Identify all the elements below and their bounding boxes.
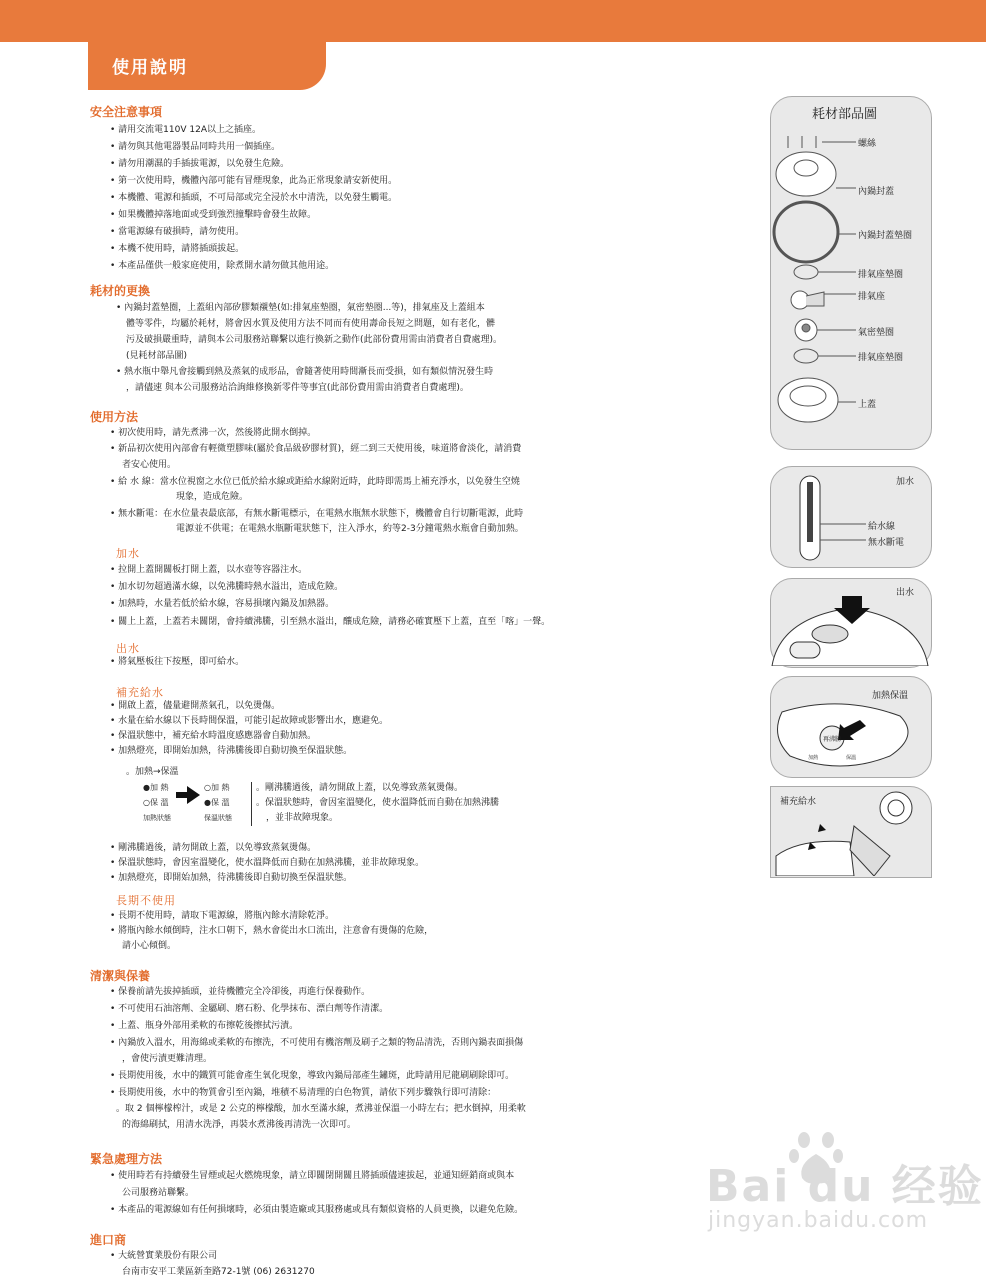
pump-top-illustration bbox=[770, 578, 930, 666]
parts-illustration bbox=[770, 96, 930, 448]
subsection-title-add-water: 加水 bbox=[116, 547, 140, 560]
heat-label: ●加 熱 bbox=[143, 783, 169, 792]
dispense-line: • 將氣壓板往下按壓，即可給水。 bbox=[110, 657, 245, 667]
warm-label: ●保 溫 bbox=[204, 798, 230, 807]
warm-indicator-label: 保溫 bbox=[846, 755, 857, 761]
part-label: 上蓋 bbox=[858, 400, 877, 410]
divider bbox=[251, 782, 252, 826]
heat-label: ○加 熱 bbox=[204, 783, 230, 792]
parts-line: 污及破損嚴重時，請與本公司服務站聯繫以進行換新之動作(此部份費用需由消費者自費處理)。 bbox=[126, 335, 503, 345]
usage-line: • 新品初次使用內部會有輕微塑膠味(屬於食品級矽膠材質)，經二到三天使用後，味道將會淡化，請消費 bbox=[110, 444, 522, 454]
parts-line: • 熱水瓶中舉凡會接觸到熱及蒸氣的成形品，會隨著使用時間漸長而受損，如有類似情況發生時 bbox=[116, 367, 494, 377]
cleaning-line: 。取 2 個檸檬榨汁，或是 2 公克的檸檬酸，加水至滿水線，煮沸並保溫一小時左右；把水倒掉，用柔軟 bbox=[116, 1104, 526, 1114]
usage-line: 電源並不供電；在電熱水瓶斷電狀態下，注入淨水，約等2-3分鐘電熱水瓶會自動加熱。 bbox=[176, 524, 524, 534]
emergency-line: • 本產品的電源線如有任何損壞時，必須由製造廠或其服務處或具有類似資格的人員更換，以避免危險。 bbox=[110, 1205, 524, 1215]
subsection-title-long-unused: 長期不使用 bbox=[116, 894, 176, 907]
subsection-title-refill: 補充給水 bbox=[116, 686, 164, 699]
usage-line: • 初次使用時，請先煮沸一次，然後將此開水倒掉。 bbox=[110, 428, 317, 438]
add-water-line: • 關上上蓋，上蓋若未關閉，會持續沸騰，引至熱水溢出，釀成危險，請務必確實壓下上蓋，直至「喀」一聲。 bbox=[110, 617, 551, 627]
importer-line: • 大統營實業股份有限公司 bbox=[110, 1251, 218, 1261]
section-title-usage: 使用方法 bbox=[90, 410, 139, 424]
cleaning-line: ，會使污漬更難清理。 bbox=[122, 1054, 213, 1064]
arrow-right-icon bbox=[176, 786, 200, 804]
cleaning-line: 的海綿刷拭，用清水洗淨，再裝水煮沸後再清洗一次即可。 bbox=[122, 1120, 357, 1130]
emergency-line: • 使用時若有持續發生冒煙或起火燃燒現象，請立即關閉開關且將插頭儘速拔起，並通知經銷商或與本 bbox=[110, 1171, 515, 1181]
refill-line: • 保溫狀態中，補充給水時溫度感應器會自動加熱。 bbox=[110, 731, 317, 741]
part-label: 排氣座 bbox=[858, 292, 886, 302]
reboil-button: 再沸騰 bbox=[823, 736, 842, 743]
long-unused-line: 請小心傾倒。 bbox=[122, 941, 177, 951]
add-water-panel-title: 加水 bbox=[896, 477, 915, 487]
refill-line: • 加熱燈亮，即開始加熱，待沸騰後即自動切換至保溫狀態。 bbox=[110, 746, 353, 756]
subsection-title-dispense: 出水 bbox=[116, 642, 140, 655]
safety-item: • 本機不使用時，請將插頭拔起。 bbox=[110, 244, 245, 254]
refill-illustration bbox=[770, 786, 930, 876]
heat-note: 。剛沸騰過後，請勿開啟上蓋，以免導致蒸氣燙傷。 bbox=[256, 783, 464, 793]
long-unused-line: • 將瓶內餘水傾倒時，注水口朝下，熱水會從出水口流出，注意會有燙傷的危險， bbox=[110, 926, 434, 936]
safety-item: • 本產品僅供一般家庭使用，除煮開水請勿做其他用途。 bbox=[110, 261, 335, 271]
safety-item: • 請勿與其他電器製品同時共用一個插座。 bbox=[110, 142, 281, 152]
add-water-line: • 加熱時，水量若低於給水線，容易損壞內鍋及加熱器。 bbox=[110, 599, 335, 609]
parts-line: ，請儘速 與本公司服務站洽詢維修換新零件等事宜(此部份費用需由消費者自費處理)。 bbox=[126, 383, 469, 393]
parts-panel-title: 耗材部品圖 bbox=[812, 107, 878, 122]
refill-after-line: • 加熱燈亮，即開始加熱，待沸騰後即自動切換至保溫狀態。 bbox=[110, 873, 353, 883]
cleaning-line: • 長期使用後，水中的鐵質可能會產生氧化現象，導致內鍋局部產生鏽斑，此時請用尼龍刷刷除即可。 bbox=[110, 1071, 515, 1081]
heating-state-label: 加熱狀態 bbox=[143, 814, 171, 822]
usage-line: • 給 水 線：當水位視窗之水位已低於給水線或距給水線附近時，此時即需馬上補充淨水，以免發生空燒 bbox=[110, 477, 520, 487]
usage-line: 現象，造成危險。 bbox=[176, 492, 249, 502]
refill-after-line: • 剛沸騰過後，請勿開啟上蓋，以免導致蒸氣燙傷。 bbox=[110, 843, 317, 853]
add-water-line: • 加水切勿超過滿水線，以免沸騰時熱水溢出，造成危險。 bbox=[110, 582, 344, 592]
cleaning-line: • 上蓋、瓶身外部用柔軟的布擦乾後擦拭污漬。 bbox=[110, 1021, 299, 1031]
watermark-brand: Bai du 经验 bbox=[706, 1161, 984, 1212]
part-label: 內鍋封蓋墊圈 bbox=[858, 231, 913, 241]
section-title-cleaning: 清潔與保養 bbox=[90, 969, 151, 983]
parts-line: (見耗材部品圖) bbox=[126, 351, 188, 361]
long-unused-line: • 長期不使用時，請取下電源線，將瓶內餘水清除乾淨。 bbox=[110, 911, 335, 921]
part-label: 內鍋封蓋 bbox=[858, 187, 895, 197]
heat-indicator-label: 加熱 bbox=[808, 755, 819, 761]
part-label: 氣密墊圈 bbox=[858, 328, 895, 338]
warm-label: ○保 溫 bbox=[143, 798, 169, 807]
heat-note: ，並非故障現象。 bbox=[266, 813, 339, 823]
emergency-line: 公司服務站聯繫。 bbox=[122, 1188, 195, 1198]
safety-item: • 當電源線有破損時，請勿使用。 bbox=[110, 227, 245, 237]
control-panel-illustration bbox=[770, 676, 930, 776]
safety-item: • 第一次使用時，機體內部可能有冒煙現象，此為正常現象請安新使用。 bbox=[110, 176, 398, 186]
safety-item: • 請用交流電110V 12A以上之插座。 bbox=[110, 125, 261, 135]
section-title-safety: 安全注意事項 bbox=[90, 105, 163, 119]
part-label: 排氣座墊圈 bbox=[858, 353, 904, 363]
importer-line: 台南市安平工業區新奎路72-1號 (06) 2631270 bbox=[122, 1267, 315, 1277]
gauge-label: 無水斷電 bbox=[868, 538, 905, 548]
refill-panel-title: 補充給水 bbox=[780, 797, 817, 807]
cleaning-line: • 長期使用後，水中的物質會引至內鍋，堆積不易清理的白色物質，請依下列步驟執行即可清除： bbox=[110, 1088, 497, 1098]
watermark-url: jingyan.baidu.com bbox=[708, 1208, 929, 1233]
cleaning-line: • 不可使用石油溶劑、金屬刷、磨石粉、化學抹布、漂白劑等作清潔。 bbox=[110, 1004, 389, 1014]
parts-line: 體等零件，均屬於耗材，將會因水質及使用方法不同而有使用壽命長短之問題，如有老化，髒 bbox=[126, 319, 496, 329]
section-title-importer: 進口商 bbox=[90, 1233, 127, 1247]
part-label: 螺絲 bbox=[858, 139, 877, 149]
page-title: 使用說明 bbox=[112, 58, 188, 78]
refill-after-line: • 保溫狀態時，會因室溫變化，使水溫降低而自動在加熱沸騰，並非故障現象。 bbox=[110, 858, 425, 868]
safety-item: • 如果機體掉落地面或受到強烈撞擊時會發生故障。 bbox=[110, 210, 317, 220]
cleaning-line: • 內鍋放入溫水，用海綿或柔軟的布擦洗，不可使用有機溶劑及刷子之類的物品清洗，否則內鍋表面損傷 bbox=[110, 1038, 524, 1048]
heat-panel-title: 加熱保溫 bbox=[872, 691, 909, 701]
cleaning-line: • 保養前請先拔掉插頭，並待機體完全冷卻後，再進行保養動作。 bbox=[110, 987, 371, 997]
header-band bbox=[0, 0, 986, 42]
safety-item: • 請勿用潮濕的手插拔電源，以免發生危險。 bbox=[110, 159, 290, 169]
add-water-line: • 拉開上蓋開關板打開上蓋，以水壺等容器注水。 bbox=[110, 565, 308, 575]
gauge-label: 給水線 bbox=[868, 522, 896, 532]
heat-note: 。保溫狀態時，會因室溫變化，使水溫降低而自動在加熱沸騰 bbox=[256, 798, 500, 808]
usage-line: 者安心使用。 bbox=[122, 460, 177, 470]
warming-state-label: 保溫狀態 bbox=[204, 814, 232, 822]
dispense-panel-title: 出水 bbox=[896, 588, 915, 598]
safety-item: • 本機體、電源和插頭，不可局部或完全浸於水中清洗，以免發生觸電。 bbox=[110, 193, 398, 203]
usage-line: • 無水斷電：在水位量表最底部，有無水斷電標示，在電熱水瓶無水狀態下，機體會自行切斷電源，此時 bbox=[110, 509, 524, 519]
water-gauge-illustration bbox=[770, 466, 930, 566]
section-title-parts: 耗材的更換 bbox=[90, 284, 151, 298]
refill-line: • 開啟上蓋，儘量避開蒸氣孔，以免燙傷。 bbox=[110, 701, 281, 711]
heat-diagram-caption: 。加熱→保溫 bbox=[126, 767, 179, 777]
part-label: 排氣座墊圈 bbox=[858, 270, 904, 280]
refill-line: • 水量在給水線以下長時間保溫，可能引起故障或影響出水，應避免。 bbox=[110, 716, 389, 726]
parts-line: • 內鍋封蓋墊圈，上蓋組內部矽膠類襯墊(如:排氣座墊圈，氣密墊圈...等)，排氣座及上蓋組本 bbox=[116, 303, 485, 313]
section-title-emergency: 緊急處理方法 bbox=[90, 1152, 163, 1166]
